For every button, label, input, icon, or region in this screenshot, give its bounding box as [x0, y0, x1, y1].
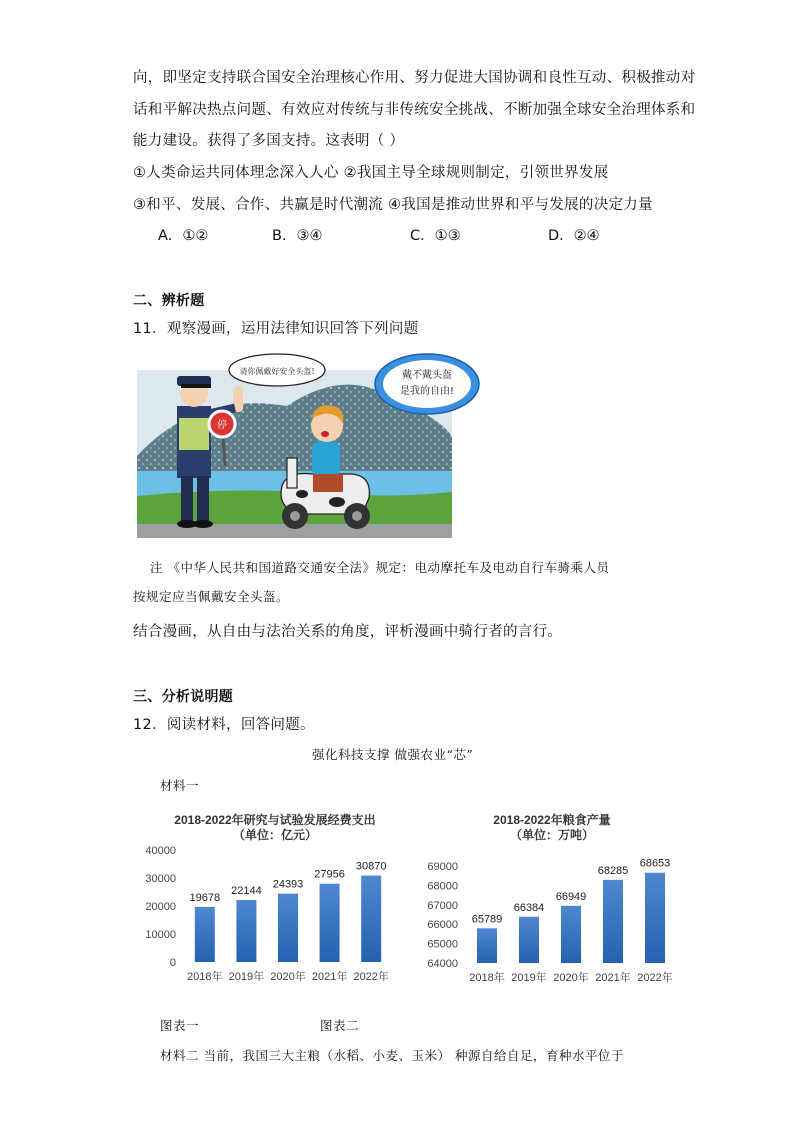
y-tick-label: 40000	[145, 845, 176, 857]
bar	[236, 900, 256, 962]
data-label: 24393	[272, 878, 304, 891]
material-1-label: 材料一	[160, 778, 200, 793]
bar	[519, 917, 539, 963]
data-label: 22144	[231, 884, 262, 897]
q10-line-2: 话和平解决热点问题、有效应对传统与非传统安全挑战、不断加强全球安全治理体系和	[133, 102, 696, 118]
note-line-2: 按规定应当佩戴安全头盔。	[133, 589, 290, 604]
x-tick-label: 2019年	[228, 971, 265, 983]
data-label: 65789	[471, 913, 503, 926]
x-tick-label: 2018年	[469, 972, 505, 984]
chart-grain-output	[418, 808, 680, 997]
x-tick-label: 2020年	[270, 971, 306, 983]
data-label: 30870	[355, 860, 387, 873]
bar	[320, 884, 340, 962]
chart-2-caption: 图表二	[320, 1018, 360, 1033]
chart-subtitle: （单位：万吨）	[509, 828, 595, 842]
option-b: B．③④	[272, 228, 323, 244]
stop-sign-text: 停	[217, 420, 227, 431]
data-label: 68653	[639, 857, 671, 870]
option-a: A．①②	[158, 228, 209, 244]
y-tick-label: 68000	[427, 880, 458, 893]
data-label: 19678	[189, 891, 221, 904]
data-label: 68285	[597, 864, 629, 877]
option-c: C．①③	[410, 228, 461, 244]
q10-statement-2: ③和平、发展、合作、共赢是时代潮流 ④我国是推动世界和平与发展的决定力量	[133, 197, 653, 213]
x-tick-label: 2020年	[553, 972, 589, 984]
rider-speech-line-2: 是我的自由!	[399, 386, 455, 397]
material-2-text: 材料二 当前，我国三大主粮（水稻、小麦、玉米） 种源自给自足，育种水平位于	[160, 1048, 624, 1063]
q10-line-1: 向，即坚定支持联合国安全治理核心作用、努力促进大国协调和良性互动、积极推动对	[133, 70, 696, 86]
rider-speech-line-1: 戴不戴头盔	[402, 370, 452, 381]
x-tick-label: 2022年	[353, 971, 389, 983]
chart-1-caption: 图表一	[160, 1018, 200, 1033]
y-tick-label: 66000	[427, 919, 458, 932]
bar	[195, 907, 215, 962]
y-tick-label: 67000	[427, 899, 458, 912]
data-label: 66384	[513, 901, 545, 914]
material-subtitle: 强化科技支撑 做强农业“芯”	[312, 747, 474, 762]
police-speech-text: 请你佩戴好安全头盔!	[239, 367, 315, 376]
question-12: 12．阅读材料，回答问题。	[133, 717, 315, 733]
chart-title: 2018-2022年研究与试验发展经费支出	[174, 813, 376, 827]
y-tick-label: 65000	[427, 938, 458, 951]
bar	[278, 894, 298, 962]
y-tick-label: 0	[169, 957, 176, 969]
bar	[645, 873, 665, 963]
x-tick-label: 2018年	[187, 971, 223, 983]
question-11: 11．观察漫画，运用法律知识回答下列问题	[133, 321, 419, 337]
chart-title: 2018-2022年粮食产量	[493, 813, 611, 827]
bar	[477, 928, 497, 963]
x-tick-label: 2021年	[311, 971, 348, 983]
x-tick-label: 2021年	[595, 972, 631, 984]
x-tick-label: 2019年	[511, 972, 547, 984]
y-tick-label: 69000	[427, 861, 458, 873]
cartoon-illustration	[137, 346, 482, 542]
y-tick-label: 30000	[145, 873, 176, 885]
bar	[361, 876, 381, 962]
chart-subtitle: （单位：亿元）	[232, 828, 318, 842]
section-3-heading: 三、分析说明题	[133, 689, 234, 705]
q10-statement-1: ①人类命运共同体理念深入人心 ②我国主导全球规则制定，引领世界发展	[133, 165, 609, 181]
chart-rd-expenditure	[140, 808, 395, 997]
bar	[561, 906, 581, 963]
y-tick-label: 20000	[145, 901, 176, 913]
analysis-prompt: 结合漫画，从自由与法治关系的角度，评析漫画中骑行者的言行。	[133, 624, 563, 640]
y-tick-label: 64000	[427, 958, 458, 970]
q10-line-3: 能力建设。获得了多国支持。这表明（ ）	[133, 133, 405, 149]
y-tick-label: 10000	[145, 929, 176, 941]
note-line-1: 注 《中华人民共和国道路交通安全法》规定：电动摩托车及电动自行车骑乘人员	[150, 560, 610, 575]
section-2-heading: 二、辨析题	[133, 293, 205, 309]
bar	[603, 880, 623, 963]
x-tick-label: 2022年	[637, 972, 673, 984]
data-label: 66949	[555, 890, 587, 903]
data-label: 27956	[314, 868, 345, 881]
option-d: D．②④	[548, 228, 600, 244]
